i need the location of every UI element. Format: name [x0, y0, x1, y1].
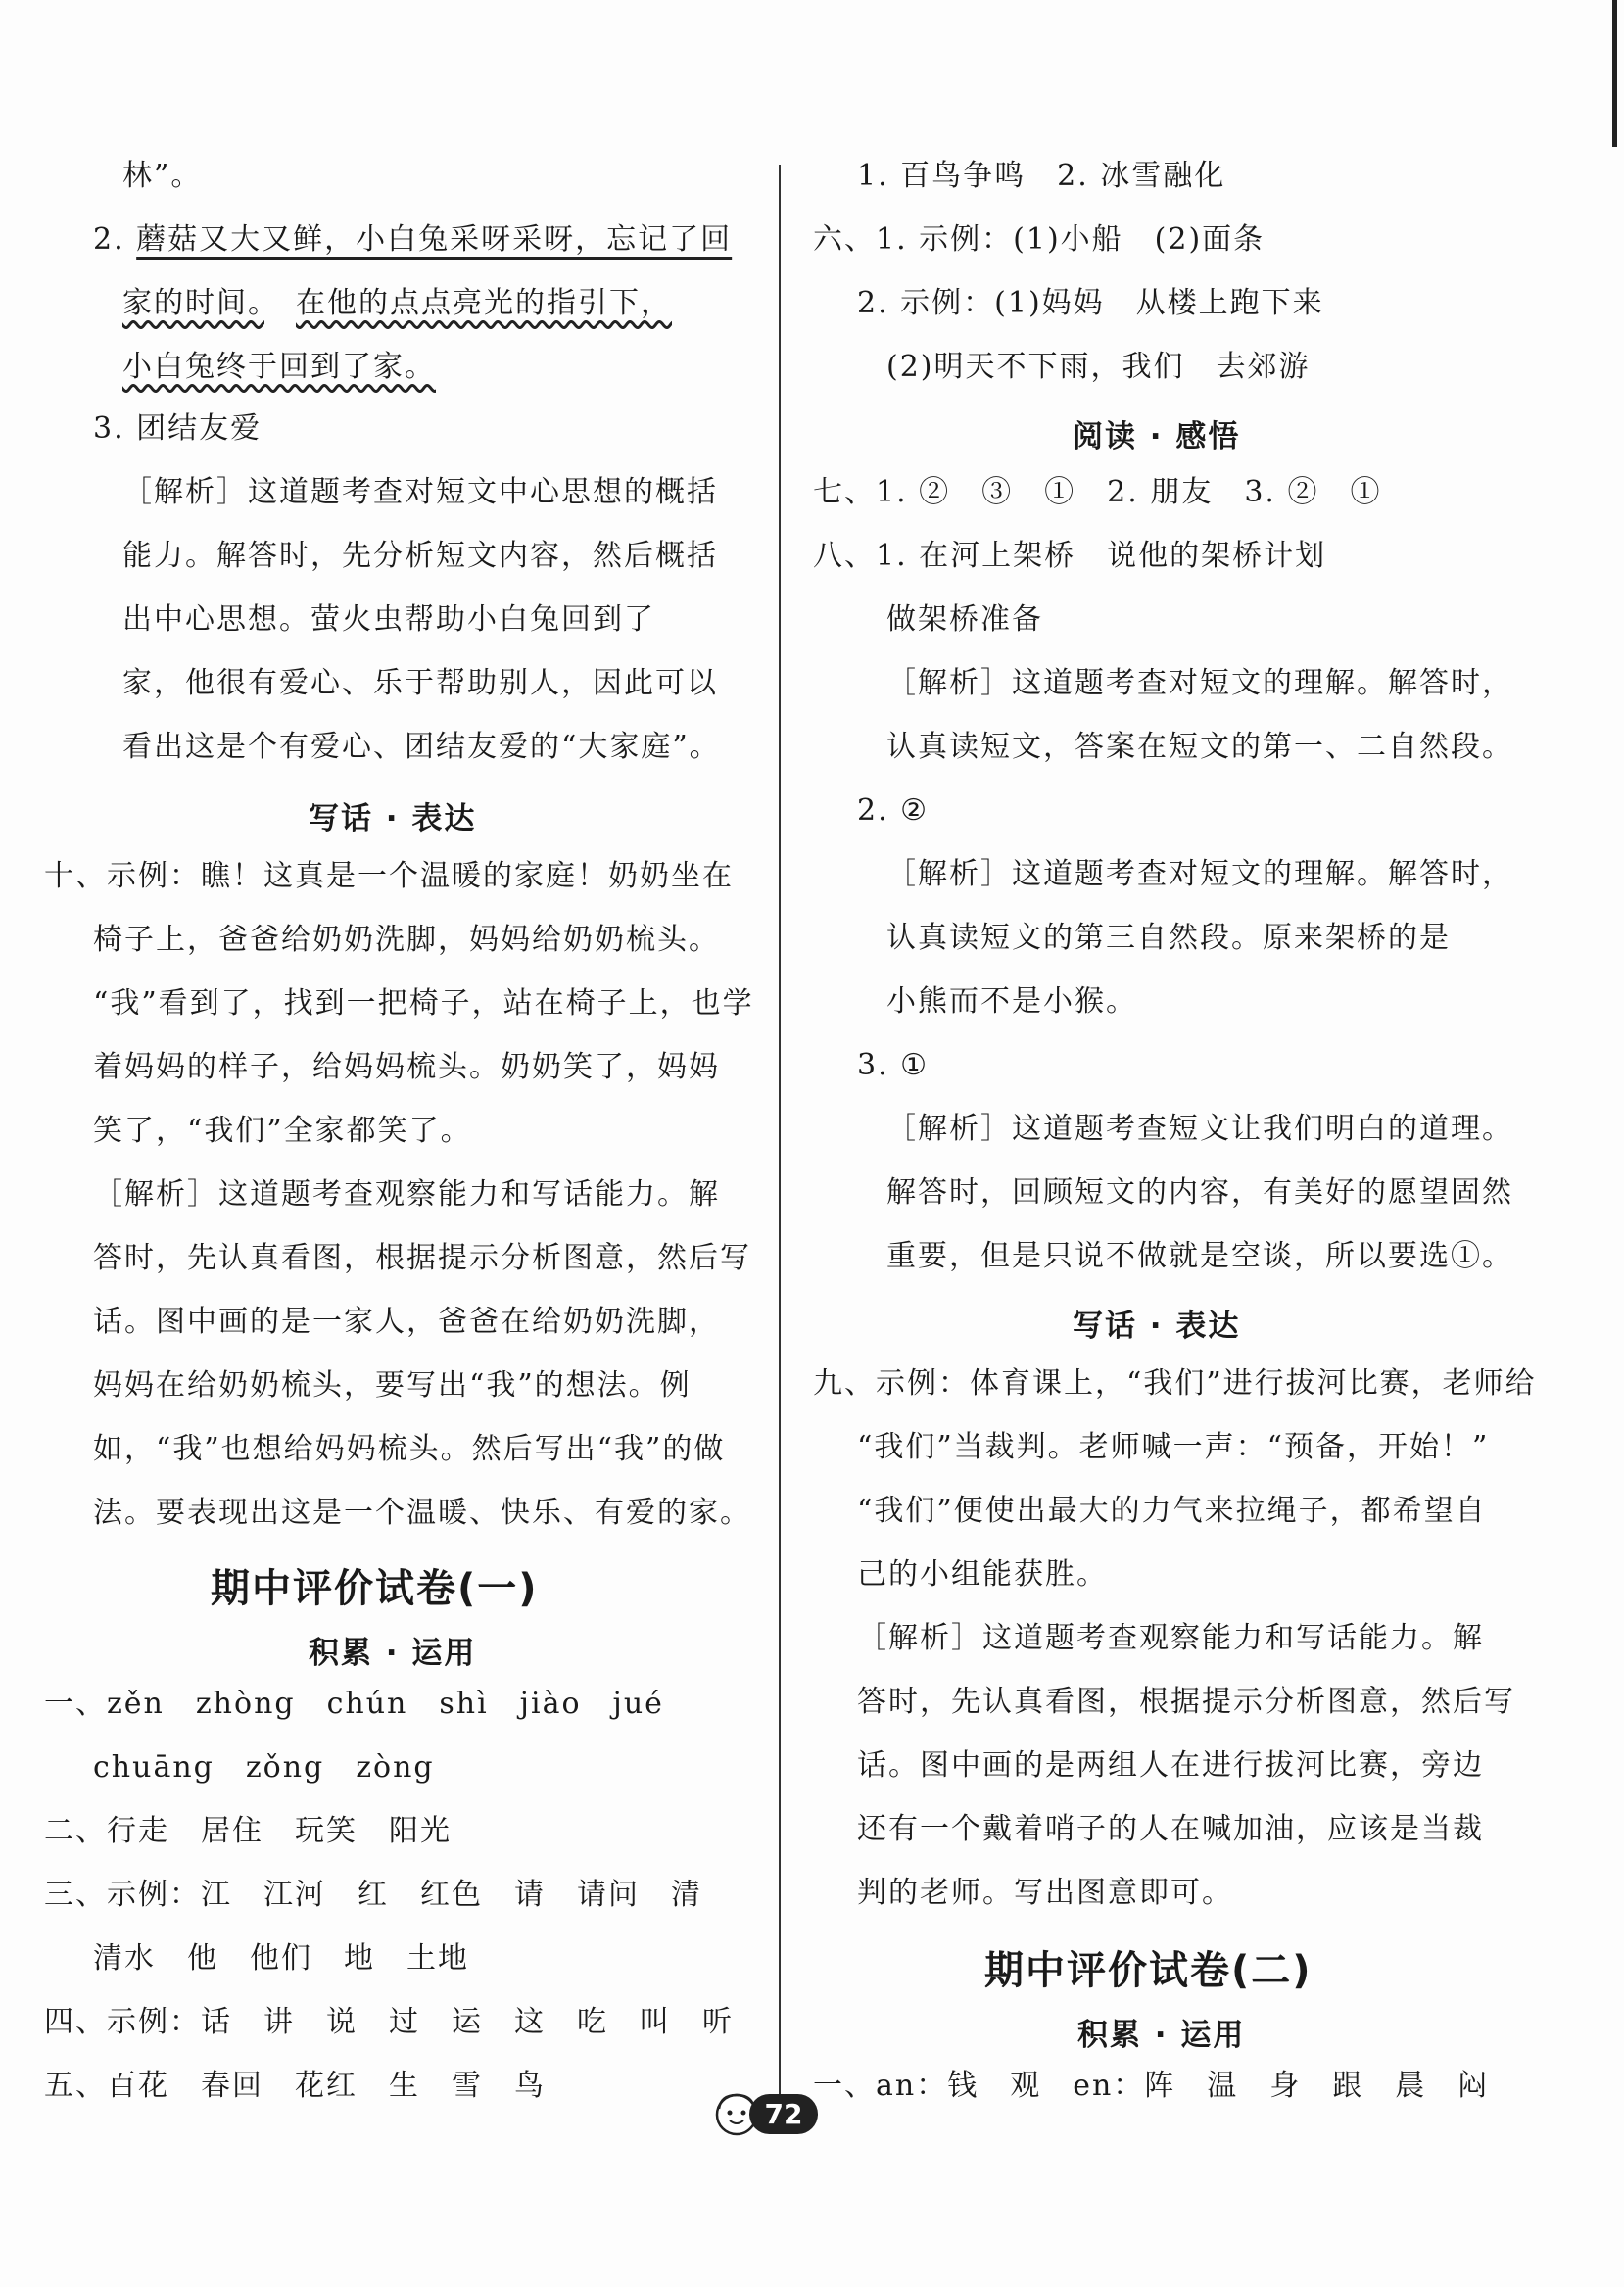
- text-line: 看出这是个有爱心、团结友爱的“大家庭”。: [122, 730, 721, 764]
- text-line: 1. 百鸟争鸣 2. 冰雪融化: [857, 159, 1226, 193]
- text-line: “我们”便使出最大的力气来拉绳子，都希望自: [857, 1494, 1487, 1528]
- text-line: 3. 团结友爱: [93, 411, 263, 446]
- text-line: “我”看到了，找到一把椅子，站在椅子上，也学: [93, 986, 754, 1021]
- text-line: 出中心思想。萤火虫帮助小白兔回到了: [122, 602, 655, 637]
- text-line: 十、示例：瞧！这真是一个温暖的家庭！奶奶坐在: [44, 859, 734, 893]
- text-line: ［解析］这道题考查对短文中心思想的概括: [122, 475, 718, 509]
- text-line: 清水 他 他们 地 土地: [93, 1941, 469, 1976]
- text-line: 六、1. 示例：(1)小船 (2)面条: [813, 222, 1266, 257]
- section-heading: 写话 · 表达: [1073, 1309, 1241, 1344]
- text-line: 能力。解答时，先分析短文内容，然后概括: [122, 539, 718, 573]
- section-heading: 积累 · 运用: [1077, 2018, 1246, 2053]
- text-line: 三、示例：江 江河 红 红色 请 请问 清: [44, 1878, 702, 1912]
- text-line: 解答时，回顾短文的内容，有美好的愿望固然: [886, 1175, 1513, 1210]
- exam-title: 期中评价试卷(二): [984, 1948, 1313, 1993]
- text-line: 家的时间。 在他的点点亮光的指引下，: [122, 286, 672, 320]
- text-line: ［解析］这道题考查观察能力和写话能力。解: [857, 1621, 1484, 1655]
- text-line: 八、1. 在河上架桥 说他的架桥计划: [813, 539, 1327, 573]
- text-line: 认真读短文，答案在短文的第一、二自然段。: [886, 730, 1513, 764]
- text-line: chuāng zǒng zòng: [93, 1750, 435, 1785]
- text-line: (2)明天不下雨，我们 去郊游: [886, 350, 1311, 384]
- text-line: 椅子上，爸爸给奶奶洗脚，妈妈给奶奶梳头。: [93, 923, 720, 957]
- text-line: 七、1. ② ③ ① 2. 朋友 3. ② ①: [813, 475, 1382, 509]
- text-line: 一、an：钱 观 en：阵 温 身 跟 晨 闷: [813, 2069, 1490, 2103]
- text-line: 3. ①: [857, 1048, 930, 1082]
- text-line: 判的老师。写出图意即可。: [857, 1876, 1233, 1910]
- text-line: 认真读短文的第三自然段。原来架桥的是: [886, 921, 1451, 955]
- text-line: 笑了，“我们”全家都笑了。: [93, 1114, 472, 1148]
- page-number: 72: [710, 2086, 828, 2141]
- column-divider: [779, 165, 781, 2114]
- section-heading: 阅读 · 感悟: [1073, 419, 1241, 454]
- text-line: 做架桥准备: [886, 602, 1043, 637]
- text-line: 话。图中画的是两组人在进行拔河比赛，旁边: [857, 1748, 1484, 1783]
- text-line: 法。要表现出这是一个温暖、快乐、有爱的家。: [93, 1496, 751, 1530]
- text-line: 五、百花 春回 花红 生 雪 鸟: [44, 2069, 546, 2103]
- text-line: 二、行走 居住 玩笑 阳光: [44, 1814, 452, 1848]
- text-line: 还有一个戴着哨子的人在喊加油，应该是当裁: [857, 1812, 1484, 1846]
- text-line: 小白兔终于回到了家。: [122, 350, 436, 384]
- text-line: 妈妈在给奶奶梳头，要写出“我”的想法。例: [93, 1368, 692, 1403]
- text-line: 如，“我”也想给妈妈梳头。然后写出“我”的做: [93, 1432, 726, 1466]
- text-line: 四、示例：话 讲 说 过 运 这 吃 叫 听: [44, 2005, 734, 2039]
- text-line: ［解析］这道题考查短文让我们明白的道理。: [886, 1112, 1513, 1146]
- text-line: 话。图中画的是一家人，爸爸在给奶奶洗脚，: [93, 1305, 720, 1339]
- page-edge-mark: [1612, 0, 1617, 147]
- text-line: 林”。: [122, 159, 203, 193]
- exam-title: 期中评价试卷(一): [211, 1566, 539, 1611]
- text-line: “我们”当裁判。老师喊一声：“预备，开始！”: [857, 1430, 1490, 1464]
- text-line: 己的小组能获胜。: [857, 1557, 1108, 1592]
- text-line: 家，他很有爱心、乐于帮助别人，因此可以: [122, 666, 718, 700]
- section-heading: 写话 · 表达: [309, 801, 477, 836]
- text-line: 九、示例：体育课上，“我们”进行拔河比赛，老师给: [813, 1366, 1537, 1401]
- section-heading: 积累 · 运用: [309, 1636, 477, 1671]
- text-line: 答时，先认真看图，根据提示分析图意，然后写: [857, 1685, 1515, 1719]
- text-line: 重要，但是只说不做就是空谈，所以要选①。: [886, 1239, 1513, 1273]
- text-line: 2. 示例：(1)妈妈 从楼上跑下来: [857, 286, 1324, 320]
- text-line: ［解析］这道题考查观察能力和写话能力。解: [93, 1177, 720, 1212]
- text-line: 着妈妈的样子，给妈妈梳头。奶奶笑了，妈妈: [93, 1050, 720, 1084]
- text-line: 2. 蘑菇又大又鲜，小白兔采呀采呀，忘记了回: [93, 222, 733, 257]
- text-line: ［解析］这道题考查对短文的理解。解答时，: [886, 857, 1513, 891]
- text-line: 答时，先认真看图，根据提示分析图意，然后写: [93, 1241, 751, 1275]
- text-line: 2. ②: [857, 793, 930, 828]
- text-line: 小熊而不是小猴。: [886, 984, 1137, 1019]
- text-line: ［解析］这道题考查对短文的理解。解答时，: [886, 666, 1513, 700]
- text-line: 一、zěn zhòng chún shì jiào jué: [44, 1687, 664, 1721]
